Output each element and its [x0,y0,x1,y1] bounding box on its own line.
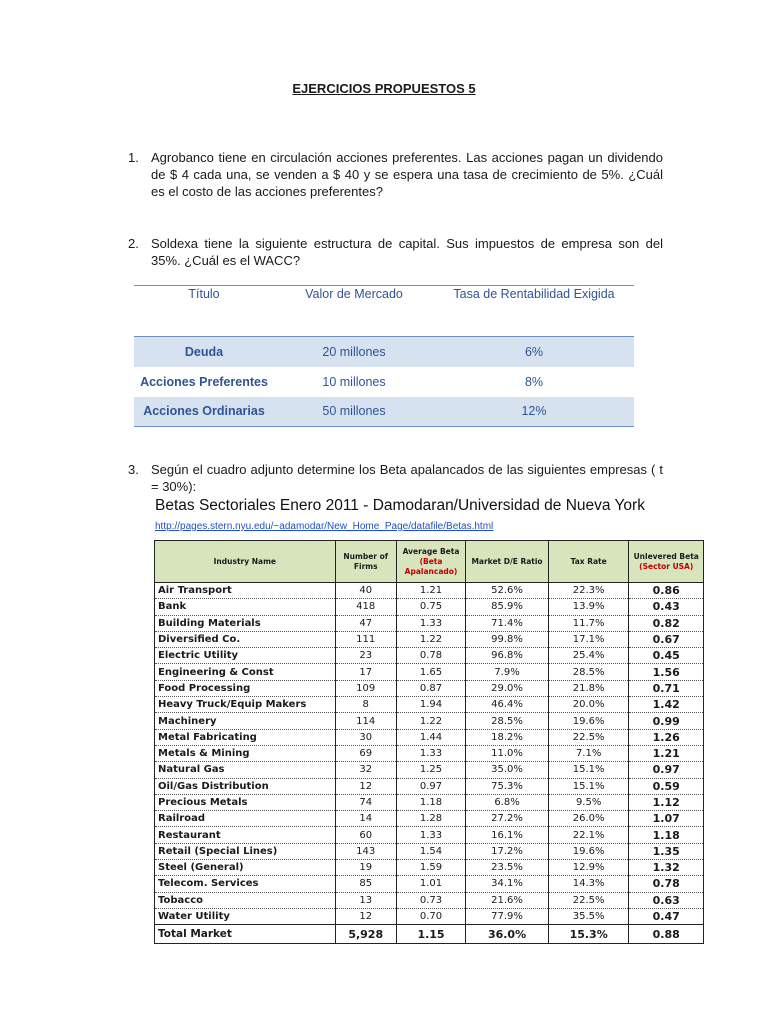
table-cell: 28.5% [548,664,629,680]
table-cell: 0.67 [629,631,704,647]
industry-name: Steel (General) [155,860,336,876]
table-cell: 20.0% [548,697,629,713]
table-cell: 85.9% [466,599,549,615]
table-row [155,664,704,680]
column-header: Industry Name [155,541,336,583]
table-cell: 13 [335,892,396,908]
table-cell: 26.0% [548,811,629,827]
table-row [155,843,704,859]
table-cell: 30 [335,729,396,745]
industry-name: Metal Fabricating [155,729,336,745]
table-cell: 27.2% [466,811,549,827]
betas-table [154,540,704,944]
industry-name: Bank [155,599,336,615]
table-cell: 12% [434,397,634,427]
industry-name: Restaurant [155,827,336,843]
table-cell: 22.1% [548,827,629,843]
row-label: Acciones Preferentes [140,374,268,389]
table-cell: 14 [335,811,396,827]
row-label: Acciones Ordinarias [134,397,274,427]
industry-name: Water Utility [155,908,336,924]
question-1 [128,149,663,200]
table-cell: 77.9% [466,908,549,924]
table-cell: 0.88 [629,925,704,944]
table-cell: 0.45 [629,648,704,664]
column-header-note: (Sector USA) [639,561,694,571]
question-text: Según el cuadro adjunto determine los Beta apalancados de las siguientes empresas ( t = 30%): [151,462,663,494]
table-cell: 1.28 [396,811,465,827]
column-header: Number of Firms [335,541,396,583]
industry-name: Electric Utility [155,648,336,664]
table-cell: 60 [335,827,396,843]
table-cell: 47 [335,615,396,631]
table-header-row [155,541,704,583]
table-row [155,713,704,729]
table-row [155,615,704,631]
table-cell: 85 [335,876,396,892]
table-row [155,729,704,745]
betas-table-title: Betas Sectoriales Enero 2011 - Damodaran/Universidad de Nueva York [155,497,645,514]
table-cell: 12 [335,778,396,794]
table-row [134,367,634,397]
table-cell: 1.54 [396,843,465,859]
table-cell: 0.73 [396,892,465,908]
table-cell: 1.94 [396,697,465,713]
industry-name: Diversified Co. [155,631,336,647]
table-cell: 1.33 [396,745,465,761]
table-cell: 10 millones [322,374,386,389]
table-cell: 9.5% [548,794,629,810]
table-cell: 0.43 [629,599,704,615]
table-cell: 1.21 [629,745,704,761]
table-cell: 71.4% [466,615,549,631]
table-cell: 109 [335,680,396,696]
table-cell: 0.97 [396,778,465,794]
question-3 [128,461,663,495]
column-header: Tasa de Rentabilidad Exigida [434,286,634,337]
table-cell: 418 [335,599,396,615]
table-cell: 114 [335,713,396,729]
table-cell: 22.5% [548,729,629,745]
table-cell: 69 [335,745,396,761]
table-row [155,762,704,778]
table-cell: 15.1% [548,778,629,794]
table-cell: 6% [434,337,634,367]
table-cell: 1.44 [396,729,465,745]
column-header: Tax Rate [548,541,629,583]
table-cell: 1.21 [396,583,465,599]
table-cell: 15.3% [548,925,629,944]
table-header-row [134,286,634,337]
industry-name: Metals & Mining [155,745,336,761]
table-cell: 12.9% [548,860,629,876]
table-row [155,860,704,876]
table-cell: 22.5% [548,892,629,908]
table-row [155,648,704,664]
table-row [155,908,704,924]
table-cell: 1.18 [629,827,704,843]
table-cell: 8% [524,374,544,389]
question-number: 2. [128,236,139,251]
table-cell: 21.8% [548,680,629,696]
table-cell: 11.0% [466,745,549,761]
table-row [155,697,704,713]
table-cell: 19.6% [548,843,629,859]
column-header: Valor de Mercado [274,286,434,337]
table-cell: 16.1% [466,827,549,843]
column-header-label: Average Beta [402,546,460,556]
table-row [155,778,704,794]
table-cell: 23 [335,648,396,664]
column-header-label: Unlevered Beta [633,551,699,561]
table-cell: 1.33 [396,827,465,843]
table-cell: 21.6% [466,892,549,908]
table-cell: 0.87 [396,680,465,696]
table-cell: 11.7% [548,615,629,631]
table-cell: 1.33 [396,615,465,631]
industry-name: Total Market [155,925,336,944]
question-text: Soldexa tiene la siguiente estructura de capital. Sus impuestos de empresa son del 35%. ¿Cuál es el WACC? [151,236,663,268]
column-header [629,541,704,583]
document-title: EJERCICIOS PROPUESTOS 5 [292,81,476,96]
table-cell: 12 [335,908,396,924]
table-cell: 1.25 [396,762,465,778]
column-header: Market D/E Ratio [466,541,549,583]
question-text: Agrobanco tiene en circulación acciones preferentes. Las acciones pagan un dividendo de $ 4 cada una, se venden a $ 40 y se espera una tasa de crecimiento de 5%. ¿Cuál es el costo de las acciones preferentes? [151,150,663,199]
table-cell: 1.59 [396,860,465,876]
table-cell: 46.4% [466,697,549,713]
table-cell: 1.07 [629,811,704,827]
table-row [155,631,704,647]
industry-name: Food Processing [155,680,336,696]
industry-name: Building Materials [155,615,336,631]
table-cell: 1.01 [396,876,465,892]
table-cell: 1.35 [629,843,704,859]
table-cell: 23.5% [466,860,549,876]
table-cell: 1.18 [396,794,465,810]
table-cell: 0.75 [396,599,465,615]
table-cell: 0.78 [396,648,465,664]
table-cell: 1.22 [396,713,465,729]
industry-name: Retail (Special Lines) [155,843,336,859]
column-header [396,541,465,583]
question-number: 3. [128,462,139,477]
industry-name: Tobacco [155,892,336,908]
capital-structure-table [134,285,634,427]
table-row [134,337,634,367]
table-cell: 13.9% [548,599,629,615]
table-cell: 74 [335,794,396,810]
source-link[interactable]: http://pages.stern.nyu.edu/~adamodar/New_Home_Page/datafile/Betas.html [155,521,494,532]
table-cell: 111 [335,631,396,647]
total-row [155,925,704,944]
question-2 [128,235,663,269]
table-cell: 35.5% [548,908,629,924]
table-cell: 35.0% [466,762,549,778]
table-cell: 32 [335,762,396,778]
table-cell: 1.65 [396,664,465,680]
table-cell: 0.47 [629,908,704,924]
table-cell: 17 [335,664,396,680]
industry-name: Oil/Gas Distribution [155,778,336,794]
column-header: Título [134,286,274,337]
table-cell: 0.70 [396,908,465,924]
table-cell: 7.1% [548,745,629,761]
table-cell: 52.6% [466,583,549,599]
table-cell: 17.1% [548,631,629,647]
row-label: Deuda [134,337,274,367]
table-row [155,583,704,599]
table-row [155,794,704,810]
table-cell: 20 millones [274,337,434,367]
table-cell: 50 millones [274,397,434,427]
table-row [134,397,634,427]
industry-name: Machinery [155,713,336,729]
table-cell: 7.9% [466,664,549,680]
table-cell: 1.12 [629,794,704,810]
table-cell: 0.82 [629,615,704,631]
table-row [155,827,704,843]
table-cell: 14.3% [548,876,629,892]
industry-name: Heavy Truck/Equip Makers [155,697,336,713]
table-cell: 6.8% [466,794,549,810]
table-cell: 0.71 [629,680,704,696]
table-row [155,876,704,892]
table-cell: 19.6% [548,713,629,729]
industry-name: Precious Metals [155,794,336,810]
table-cell: 0.59 [629,778,704,794]
industry-name: Natural Gas [155,762,336,778]
table-cell: 1.32 [629,860,704,876]
table-row [155,811,704,827]
table-row [155,680,704,696]
table-cell: 1.26 [629,729,704,745]
table-cell: 143 [335,843,396,859]
table-cell: 96.8% [466,648,549,664]
table-cell: 1.15 [396,925,465,944]
industry-name: Engineering & Const [155,664,336,680]
table-cell: 34.1% [466,876,549,892]
table-cell: 1.56 [629,664,704,680]
table-row [155,599,704,615]
question-number: 1. [128,150,139,165]
table-cell: 1.22 [396,631,465,647]
table-row [155,745,704,761]
table-cell: 8 [335,697,396,713]
table-cell: 36.0% [466,925,549,944]
table-cell: 19 [335,860,396,876]
table-cell: 0.97 [629,762,704,778]
table-cell: 15.1% [548,762,629,778]
table-cell: 0.78 [629,876,704,892]
table-cell: 17.2% [466,843,549,859]
table-cell: 25.4% [548,648,629,664]
table-cell: 0.99 [629,713,704,729]
table-cell: 28.5% [466,713,549,729]
table-cell: 99.8% [466,631,549,647]
table-cell: 0.63 [629,892,704,908]
table-cell: 40 [335,583,396,599]
table-cell: 18.2% [466,729,549,745]
table-cell: 1.42 [629,697,704,713]
table-cell: 29.0% [466,680,549,696]
table-cell: 22.3% [548,583,629,599]
industry-name: Air Transport [155,583,336,599]
table-cell: 5,928 [335,925,396,944]
column-header-note: (Beta Apalancado) [404,556,458,576]
industry-name: Telecom. Services [155,876,336,892]
table-row [155,892,704,908]
table-cell: 0.86 [629,583,704,599]
betas-table-body [155,583,704,944]
table-cell: 75.3% [466,778,549,794]
industry-name: Railroad [155,811,336,827]
